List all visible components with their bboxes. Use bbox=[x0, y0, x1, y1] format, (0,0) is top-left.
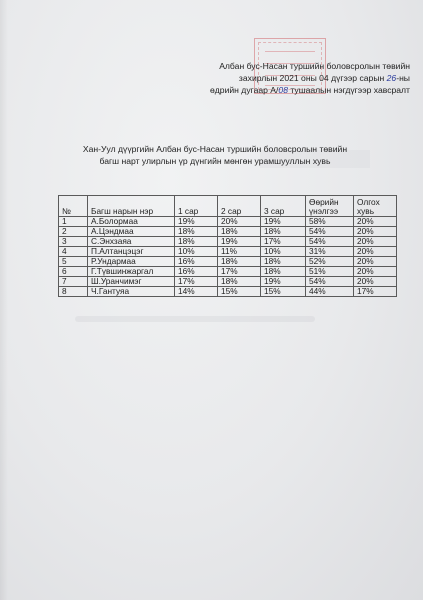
cell-self-assessment: 31% bbox=[306, 247, 354, 257]
cell-month-2: 19% bbox=[218, 237, 261, 247]
cell-number: 7 bbox=[59, 277, 88, 287]
cell-granted-percent: 20% bbox=[354, 277, 397, 287]
cell-month-2: 20% bbox=[218, 217, 261, 227]
cell-month-3: 15% bbox=[261, 287, 306, 297]
cell-month-1: 14% bbox=[175, 287, 218, 297]
cell-month-1: 18% bbox=[175, 237, 218, 247]
table-row bbox=[59, 277, 397, 287]
cell-self-assessment: 44% bbox=[306, 287, 354, 297]
cell-self-assessment: 51% bbox=[306, 267, 354, 277]
cell-granted-percent: 17% bbox=[354, 287, 397, 297]
cell-month-1: 17% bbox=[175, 277, 218, 287]
header-line-1: Албан бус-Насан туршийн боловсролын төвийн bbox=[219, 61, 410, 71]
table-row bbox=[59, 267, 397, 277]
table-row bbox=[59, 257, 397, 267]
header-month-3: 3 сар bbox=[261, 196, 306, 217]
title-line-1: Хан-Уул дүүргийн Албан бус-Насан туршийн боловсролын төвийн bbox=[82, 144, 348, 154]
cell-number: 2 bbox=[59, 227, 88, 237]
header-granted-percent: Олгох хувь bbox=[354, 196, 397, 217]
cell-month-2: 17% bbox=[218, 267, 261, 277]
table-row bbox=[59, 237, 397, 247]
cell-month-1: 16% bbox=[175, 257, 218, 267]
handwritten-day: 26 bbox=[386, 73, 397, 83]
cell-self-assessment: 54% bbox=[306, 227, 354, 237]
cell-number: 3 bbox=[59, 237, 88, 247]
header-teacher-name: Багш нарын нэр bbox=[88, 196, 175, 217]
cell-number: 1 bbox=[59, 217, 88, 227]
cell-month-3: 10% bbox=[261, 247, 306, 257]
cell-granted-percent: 20% bbox=[354, 217, 397, 227]
cell-month-3: 18% bbox=[261, 267, 306, 277]
cell-month-3: 18% bbox=[261, 257, 306, 267]
page-edge-shadow bbox=[0, 0, 8, 600]
cell-month-1: 16% bbox=[175, 267, 218, 277]
cell-self-assessment: 58% bbox=[306, 217, 354, 227]
table-row bbox=[59, 247, 397, 257]
cell-month-2: 18% bbox=[218, 227, 261, 237]
cell-teacher-name: С.Энхзаяа bbox=[88, 237, 175, 247]
handwritten-order-number: 08 bbox=[278, 85, 288, 95]
bleed-through-text bbox=[260, 150, 370, 168]
cell-teacher-name: Ш.Уранчимэг bbox=[88, 277, 175, 287]
cell-month-3: 19% bbox=[261, 217, 306, 227]
header-month-2: 2 сар bbox=[218, 196, 261, 217]
cell-teacher-name: Р.Ундармаа bbox=[88, 257, 175, 267]
cell-month-2: 18% bbox=[218, 257, 261, 267]
cell-granted-percent: 20% bbox=[354, 247, 397, 257]
cell-month-2: 15% bbox=[218, 287, 261, 297]
cell-month-3: 17% bbox=[261, 237, 306, 247]
cell-month-2: 18% bbox=[218, 277, 261, 287]
cell-number: 6 bbox=[59, 267, 88, 277]
cell-self-assessment: 52% bbox=[306, 257, 354, 267]
cell-teacher-name: Ч.Гантуяа bbox=[88, 287, 175, 297]
bonus-table bbox=[58, 195, 397, 297]
cell-self-assessment: 54% bbox=[306, 237, 354, 247]
faint-underlying-text bbox=[75, 316, 315, 322]
cell-number: 5 bbox=[59, 257, 88, 267]
cell-number: 4 bbox=[59, 247, 88, 257]
cell-teacher-name: Г.Түвшинжаргал bbox=[88, 267, 175, 277]
cell-month-3: 19% bbox=[261, 277, 306, 287]
cell-number: 8 bbox=[59, 287, 88, 297]
table-row bbox=[59, 217, 397, 227]
table-row bbox=[59, 287, 397, 297]
cell-granted-percent: 20% bbox=[354, 227, 397, 237]
cell-teacher-name: А.Болормаа bbox=[88, 217, 175, 227]
header-line-3: өдрийн дугаар А/08 тушаалын нэгдүгээр хавсралт bbox=[210, 85, 410, 95]
cell-self-assessment: 54% bbox=[306, 277, 354, 287]
header-self-assessment: Өөрийн үнэлгээ bbox=[306, 196, 354, 217]
cell-month-3: 18% bbox=[261, 227, 306, 237]
cell-month-1: 18% bbox=[175, 227, 218, 237]
cell-month-2: 11% bbox=[218, 247, 261, 257]
cell-teacher-name: А.Цэндмаа bbox=[88, 227, 175, 237]
cell-month-1: 10% bbox=[175, 247, 218, 257]
header-number: № bbox=[59, 196, 88, 217]
title-line-2: багш нарт улирлын үр дүнгийн мөнгөн урамшууллын хувь bbox=[99, 156, 331, 166]
cell-granted-percent: 20% bbox=[354, 267, 397, 277]
table-row bbox=[59, 227, 397, 237]
header-line-2: захирлын 2021 оны 04 дүгээр сарын 26-ны bbox=[238, 73, 410, 83]
cell-granted-percent: 20% bbox=[354, 257, 397, 267]
cell-teacher-name: П.Алтанцэцэг bbox=[88, 247, 175, 257]
annex-header bbox=[150, 60, 410, 96]
table-header-row bbox=[59, 196, 397, 217]
cell-month-1: 19% bbox=[175, 217, 218, 227]
header-month-1: 1 сар bbox=[175, 196, 218, 217]
cell-granted-percent: 20% bbox=[354, 237, 397, 247]
